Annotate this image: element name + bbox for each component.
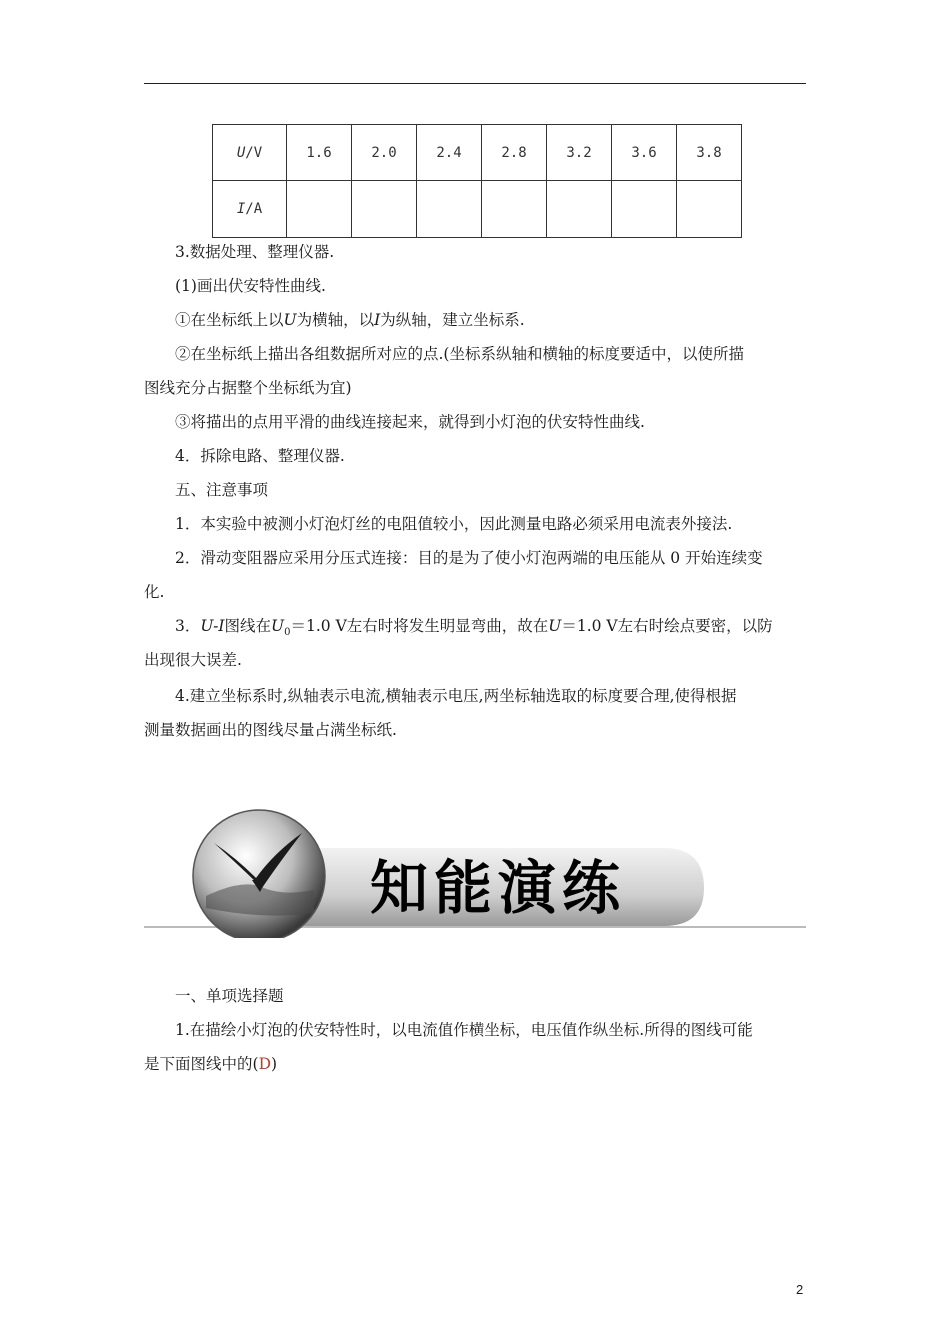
section-a-heading: 一、单项选择题 (175, 987, 284, 1005)
step-circle-2-line2: 图线充分占据整个坐标纸为宜) (144, 379, 352, 397)
note-1: 1．本实验中被测小灯泡灯丝的电阻值较小，因此测量电路必须采用电流表外接法. (175, 515, 733, 533)
voltage-label-cell: U/V (213, 125, 287, 181)
note-4-line2: 测量数据画出的图线尽量占满坐标纸. (144, 721, 397, 739)
question-1-answer: D (258, 1055, 271, 1073)
note-3-line2: 出现很大误差. (144, 651, 242, 669)
voltage-current-table (212, 124, 742, 238)
table-row-voltage (213, 125, 742, 181)
voltage-value-cell: 1.6 (287, 125, 352, 181)
current-value-cell (287, 181, 352, 238)
current-value-cell (352, 181, 417, 238)
banner-title: 知能演练 (370, 854, 627, 922)
voltage-value-cell: 3.6 (612, 125, 677, 181)
step-circle-1: ①在坐标纸上以U为横轴，以I为纵轴，建立坐标系. (175, 311, 525, 329)
step-3-heading: 3.数据处理、整理仪器. (175, 243, 335, 261)
current-value-cell (677, 181, 742, 238)
note-4-line1: 4.建立坐标系时,纵轴表示电流,横轴表示电压,两坐标轴选取的标度要合理,使得根据 (175, 687, 737, 705)
practice-banner (144, 808, 806, 938)
note-2-line2: 化. (144, 583, 165, 601)
question-1-line1: 1.在描绘小灯泡的伏安特性时，以电流值作横坐标，电压值作纵坐标.所得的图线可能 (175, 1021, 753, 1039)
current-label-cell: I/A (213, 181, 287, 238)
step-circle-3: ③将描出的点用平滑的曲线连接起来，就得到小灯泡的伏安特性曲线. (175, 413, 645, 431)
note-2-line1: 2．滑动变阻器应采用分压式连接：目的是为了使小灯泡两端的电压能从 0 开始连续变 (175, 549, 763, 567)
current-value-cell (417, 181, 482, 238)
voltage-value-cell: 3.2 (547, 125, 612, 181)
current-value-cell (482, 181, 547, 238)
voltage-value-cell: 2.8 (482, 125, 547, 181)
voltage-value-cell: 3.8 (677, 125, 742, 181)
step-4: 4．拆除电路、整理仪器. (175, 447, 345, 465)
table-row-current (213, 181, 742, 238)
page-number: 2 (796, 1282, 804, 1297)
current-value-cell (612, 181, 677, 238)
voltage-value-cell: 2.4 (417, 125, 482, 181)
question-1-line2: 是下面图线中的(D) (144, 1055, 278, 1073)
note-3-line1: 3．U-I图线在$U_0=1.0$ V左右时将发生明显弯曲，故在U＝1.0 V左右时绘点要密，以防 (175, 617, 773, 639)
section-5-heading: 五、注意事项 (175, 481, 269, 499)
step-3-1-heading: (1)画出伏安特性曲线. (175, 277, 326, 295)
step-circle-2-line1: ②在坐标纸上描出各组数据所对应的点.(坐标系纵轴和横轴的标度要适中，以使所描 (175, 345, 744, 363)
header-rule (144, 83, 806, 84)
current-value-cell (547, 181, 612, 238)
voltage-value-cell: 2.0 (352, 125, 417, 181)
